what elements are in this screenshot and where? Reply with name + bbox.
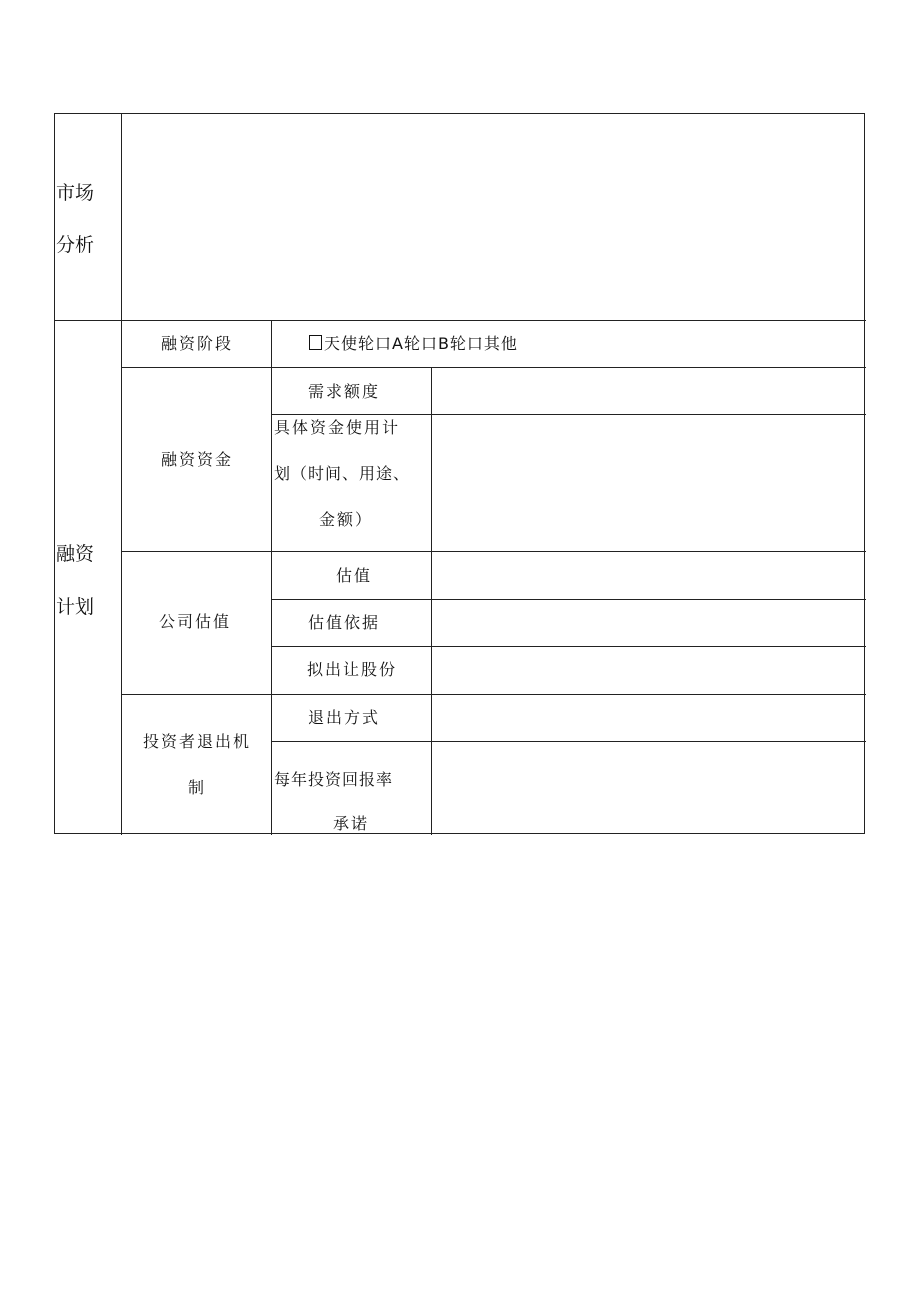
financing-plan-label-line1: 融资: [56, 543, 95, 565]
company-valuation-label: 公司估值: [159, 612, 232, 631]
column-divider: [271, 320, 272, 835]
required-amount-field[interactable]: [432, 368, 864, 414]
valuation-label: 估值: [336, 566, 373, 585]
fund-usage-plan-label-line2: 划（时间、用途、: [274, 464, 411, 483]
financing-form-table: [54, 113, 865, 834]
valuation-basis-field[interactable]: [432, 600, 864, 646]
required-amount-label: 需求额度: [308, 382, 381, 401]
funding-label: 融资资金: [161, 450, 234, 469]
financing-plan-label-line2: 计划: [56, 596, 95, 618]
valuation-basis-label: 估值依据: [308, 613, 381, 632]
annual-return-field[interactable]: [432, 742, 864, 834]
investor-exit-label-line1: 投资者退出机: [143, 732, 252, 751]
exit-method-label: 退出方式: [308, 708, 381, 727]
market-analysis-label-line1: 市场: [56, 182, 95, 204]
investor-exit-label-line2: 制: [188, 778, 207, 797]
angel-round-checkbox[interactable]: [309, 335, 322, 350]
annual-return-label-line1: 每年投资回报率: [274, 770, 394, 789]
valuation-field[interactable]: [432, 552, 864, 599]
market-analysis-field[interactable]: [122, 115, 864, 319]
equity-offered-field[interactable]: [432, 647, 864, 694]
fund-usage-plan-label-line3: 金额）: [319, 510, 374, 529]
annual-return-label-line2: 承诺: [333, 814, 370, 833]
financing-stage-options: 天使轮口A轮口B轮口其他: [324, 334, 518, 353]
equity-offered-label: 拟出让股份: [307, 660, 398, 679]
exit-method-field[interactable]: [432, 695, 864, 741]
fund-usage-plan-field[interactable]: [432, 415, 864, 551]
market-analysis-label-line2: 分析: [56, 234, 95, 256]
financing-stage-label: 融资阶段: [161, 334, 234, 353]
fund-usage-plan-label-line1: 具体资金使用计: [274, 418, 401, 437]
row-divider: [55, 320, 866, 321]
